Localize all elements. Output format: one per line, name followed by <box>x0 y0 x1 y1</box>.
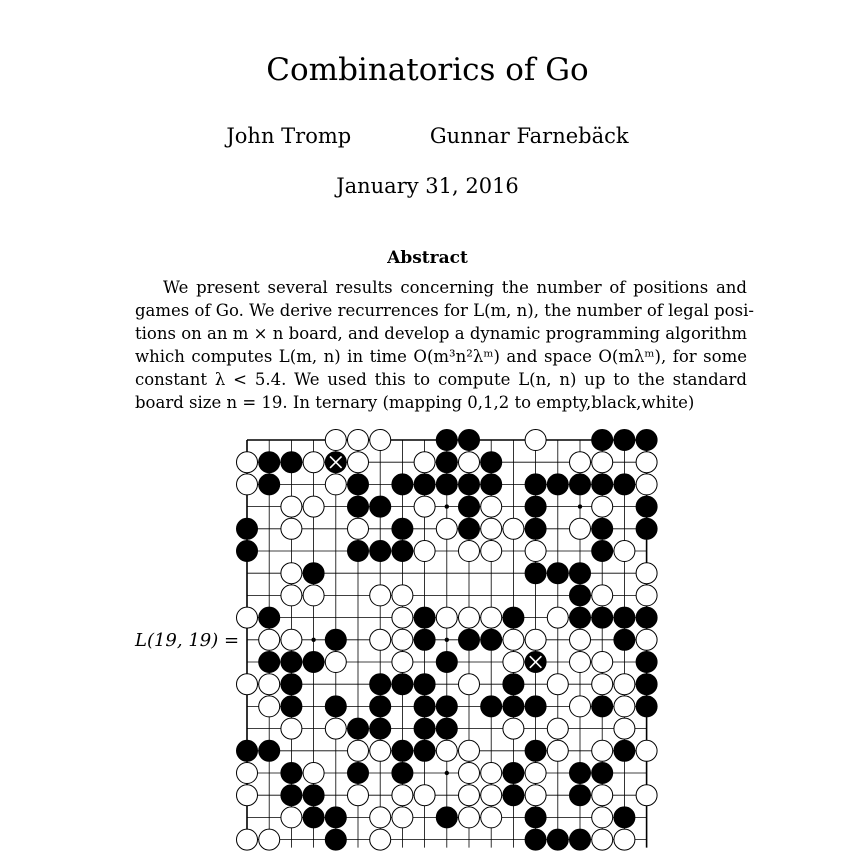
black-stone <box>414 718 435 739</box>
author-name: John Tromp <box>226 124 352 148</box>
white-stone <box>592 807 613 828</box>
white-stone <box>459 763 480 784</box>
black-stone <box>281 696 302 717</box>
white-stone <box>592 785 613 806</box>
white-stone <box>259 696 280 717</box>
black-stone <box>259 607 280 628</box>
white-stone <box>525 763 546 784</box>
white-stone <box>370 585 391 606</box>
abstract-line: board size n = 19. In ternary (mapping 0,1,2 to empty,black,white) <box>135 393 695 412</box>
white-stone <box>303 496 324 517</box>
black-stone <box>525 518 546 539</box>
black-stone <box>325 807 346 828</box>
white-stone <box>436 607 457 628</box>
black-stone <box>570 474 591 495</box>
paper-date: January 31, 2016 <box>336 174 519 198</box>
white-stone <box>237 607 258 628</box>
black-stone <box>503 763 524 784</box>
black-stone <box>525 563 546 584</box>
black-stone <box>592 430 613 451</box>
white-stone <box>259 629 280 650</box>
black-stone <box>414 740 435 761</box>
black-stone <box>348 474 369 495</box>
black-stone <box>614 607 635 628</box>
black-stone <box>503 607 524 628</box>
black-stone <box>281 785 302 806</box>
black-stone <box>281 674 302 695</box>
white-stone <box>570 629 591 650</box>
black-stone <box>570 563 591 584</box>
black-stone <box>281 652 302 673</box>
black-stone <box>348 718 369 739</box>
black-stone <box>348 496 369 517</box>
white-stone <box>392 785 413 806</box>
white-stone <box>636 785 657 806</box>
white-stone <box>370 740 391 761</box>
black-stone <box>614 629 635 650</box>
black-stone <box>570 829 591 850</box>
black-stone <box>348 763 369 784</box>
black-stone <box>459 629 480 650</box>
black-stone <box>525 807 546 828</box>
author-name: Gunnar Farnebäck <box>429 124 629 148</box>
black-stone <box>614 807 635 828</box>
white-stone <box>281 718 302 739</box>
white-stone <box>503 718 524 739</box>
white-stone <box>636 585 657 606</box>
white-stone <box>459 607 480 628</box>
black-stone <box>303 785 324 806</box>
abstract-line: which computes L(m, n) in time O(m³n²λᵐ) and space O(mλᵐ), for some <box>135 347 747 366</box>
white-stone <box>614 718 635 739</box>
black-stone <box>281 763 302 784</box>
white-stone <box>459 452 480 473</box>
white-stone <box>303 452 324 473</box>
black-stone <box>592 696 613 717</box>
black-stone <box>636 696 657 717</box>
white-stone <box>303 763 324 784</box>
white-stone <box>636 563 657 584</box>
white-stone <box>414 496 435 517</box>
white-stone <box>481 496 502 517</box>
white-stone <box>370 807 391 828</box>
white-stone <box>570 652 591 673</box>
black-stone <box>570 607 591 628</box>
black-stone <box>503 696 524 717</box>
black-stone <box>636 496 657 517</box>
white-stone <box>547 740 568 761</box>
white-stone <box>525 430 546 451</box>
white-stone <box>392 629 413 650</box>
white-stone <box>592 652 613 673</box>
white-stone <box>636 474 657 495</box>
black-stone <box>481 696 502 717</box>
black-stone <box>436 430 457 451</box>
white-stone <box>459 740 480 761</box>
white-stone <box>348 518 369 539</box>
black-stone <box>459 518 480 539</box>
black-stone <box>259 652 280 673</box>
black-stone <box>370 541 391 562</box>
black-stone <box>370 496 391 517</box>
black-stone <box>325 829 346 850</box>
white-stone <box>370 829 391 850</box>
black-stone <box>592 518 613 539</box>
white-stone <box>237 474 258 495</box>
white-stone <box>459 674 480 695</box>
white-stone <box>636 629 657 650</box>
black-stone <box>370 674 391 695</box>
black-stone <box>525 829 546 850</box>
white-stone <box>614 541 635 562</box>
black-stone <box>259 474 280 495</box>
black-stone <box>325 629 346 650</box>
abstract-line: constant λ < 5.4. We used this to compute L(n, n) up to the standard <box>135 370 747 389</box>
white-stone <box>459 541 480 562</box>
black-stone <box>592 607 613 628</box>
white-stone <box>281 496 302 517</box>
black-stone <box>570 785 591 806</box>
black-stone <box>303 807 324 828</box>
abstract-line: games of Go. We derive recurrences for L(m, n), the number of legal posi- <box>135 301 754 320</box>
white-stone <box>237 674 258 695</box>
paper-title: Combinatorics of Go <box>266 52 589 88</box>
white-stone <box>481 607 502 628</box>
black-stone <box>392 674 413 695</box>
abstract-line: tions on an m × n board, and develop a dynamic programming algorithm <box>135 324 747 343</box>
white-stone <box>348 740 369 761</box>
black-stone <box>636 652 657 673</box>
black-stone <box>436 807 457 828</box>
white-stone <box>547 607 568 628</box>
black-stone <box>570 585 591 606</box>
white-stone <box>370 430 391 451</box>
white-stone <box>503 518 524 539</box>
black-stone <box>436 718 457 739</box>
black-stone <box>503 785 524 806</box>
black-stone <box>370 696 391 717</box>
black-stone <box>592 474 613 495</box>
white-stone <box>237 785 258 806</box>
white-stone <box>281 563 302 584</box>
black-stone <box>237 518 258 539</box>
white-stone <box>414 785 435 806</box>
black-stone <box>392 518 413 539</box>
white-stone <box>281 807 302 828</box>
black-stone <box>436 696 457 717</box>
white-stone <box>237 763 258 784</box>
white-stone <box>414 452 435 473</box>
black-stone <box>436 474 457 495</box>
black-stone <box>414 629 435 650</box>
black-stone <box>459 474 480 495</box>
white-stone <box>392 585 413 606</box>
white-stone <box>325 652 346 673</box>
black-stone <box>592 763 613 784</box>
white-stone <box>592 740 613 761</box>
white-stone <box>570 518 591 539</box>
black-stone <box>392 474 413 495</box>
black-stone <box>414 474 435 495</box>
black-stone <box>481 629 502 650</box>
white-stone <box>636 740 657 761</box>
white-stone <box>592 496 613 517</box>
black-stone <box>303 652 324 673</box>
white-stone <box>481 518 502 539</box>
black-stone <box>636 518 657 539</box>
white-stone <box>547 718 568 739</box>
black-stone <box>525 696 546 717</box>
white-stone <box>503 629 524 650</box>
black-stone <box>259 740 280 761</box>
white-stone <box>525 785 546 806</box>
white-stone <box>348 452 369 473</box>
white-stone <box>436 740 457 761</box>
hoshi-point <box>578 504 582 508</box>
white-stone <box>636 452 657 473</box>
white-stone <box>281 585 302 606</box>
white-stone <box>481 763 502 784</box>
white-stone <box>237 452 258 473</box>
white-stone <box>281 629 302 650</box>
black-stone <box>436 452 457 473</box>
black-stone <box>525 740 546 761</box>
black-stone <box>237 740 258 761</box>
white-stone <box>481 785 502 806</box>
white-stone <box>481 807 502 828</box>
white-stone <box>592 829 613 850</box>
black-stone <box>348 541 369 562</box>
abstract-heading: Abstract <box>387 248 468 268</box>
white-stone <box>547 674 568 695</box>
black-stone <box>459 430 480 451</box>
white-stone <box>325 430 346 451</box>
white-stone <box>570 452 591 473</box>
black-stone <box>636 430 657 451</box>
white-stone <box>570 696 591 717</box>
author-list <box>0 124 855 148</box>
white-stone <box>525 629 546 650</box>
hoshi-point <box>445 771 449 775</box>
hoshi-point <box>311 638 315 642</box>
white-stone <box>325 474 346 495</box>
black-stone <box>525 474 546 495</box>
white-stone <box>392 652 413 673</box>
white-stone <box>237 829 258 850</box>
black-stone <box>303 563 324 584</box>
white-stone <box>592 674 613 695</box>
white-stone <box>592 585 613 606</box>
white-stone <box>259 829 280 850</box>
white-stone <box>459 807 480 828</box>
black-stone <box>392 740 413 761</box>
white-stone <box>370 629 391 650</box>
white-stone <box>348 785 369 806</box>
black-stone <box>414 696 435 717</box>
white-stone <box>503 652 524 673</box>
black-stone <box>237 541 258 562</box>
white-stone <box>614 829 635 850</box>
black-stone <box>547 474 568 495</box>
black-stone <box>547 563 568 584</box>
white-stone <box>525 541 546 562</box>
black-stone <box>459 496 480 517</box>
black-stone <box>614 740 635 761</box>
white-stone <box>436 518 457 539</box>
black-stone <box>525 496 546 517</box>
hoshi-point <box>445 638 449 642</box>
white-stone <box>392 807 413 828</box>
black-stone <box>281 452 302 473</box>
black-stone <box>436 652 457 673</box>
white-stone <box>614 696 635 717</box>
white-stone <box>392 607 413 628</box>
black-stone <box>636 607 657 628</box>
white-stone <box>325 718 346 739</box>
white-stone <box>592 452 613 473</box>
abstract-body <box>135 276 754 414</box>
black-stone <box>547 829 568 850</box>
black-stone <box>481 474 502 495</box>
white-stone <box>614 674 635 695</box>
white-stone <box>281 518 302 539</box>
white-stone <box>414 541 435 562</box>
black-stone <box>392 763 413 784</box>
black-stone <box>414 607 435 628</box>
white-stone <box>259 674 280 695</box>
black-stone <box>592 541 613 562</box>
go-board-figure <box>233 428 673 866</box>
black-stone <box>614 430 635 451</box>
black-stone <box>325 696 346 717</box>
white-stone <box>481 541 502 562</box>
white-stone <box>348 430 369 451</box>
equation-label: L(19, 19) = <box>135 630 240 651</box>
black-stone <box>259 452 280 473</box>
black-stone <box>570 763 591 784</box>
abstract-line: We present several results concerning the number of positions and <box>163 278 747 297</box>
black-stone <box>503 674 524 695</box>
white-stone <box>459 785 480 806</box>
black-stone <box>392 541 413 562</box>
black-stone <box>414 674 435 695</box>
black-stone <box>370 718 391 739</box>
hoshi-point <box>445 504 449 508</box>
white-stone <box>303 585 324 606</box>
black-stone <box>636 674 657 695</box>
black-stone <box>614 474 635 495</box>
black-stone <box>481 452 502 473</box>
